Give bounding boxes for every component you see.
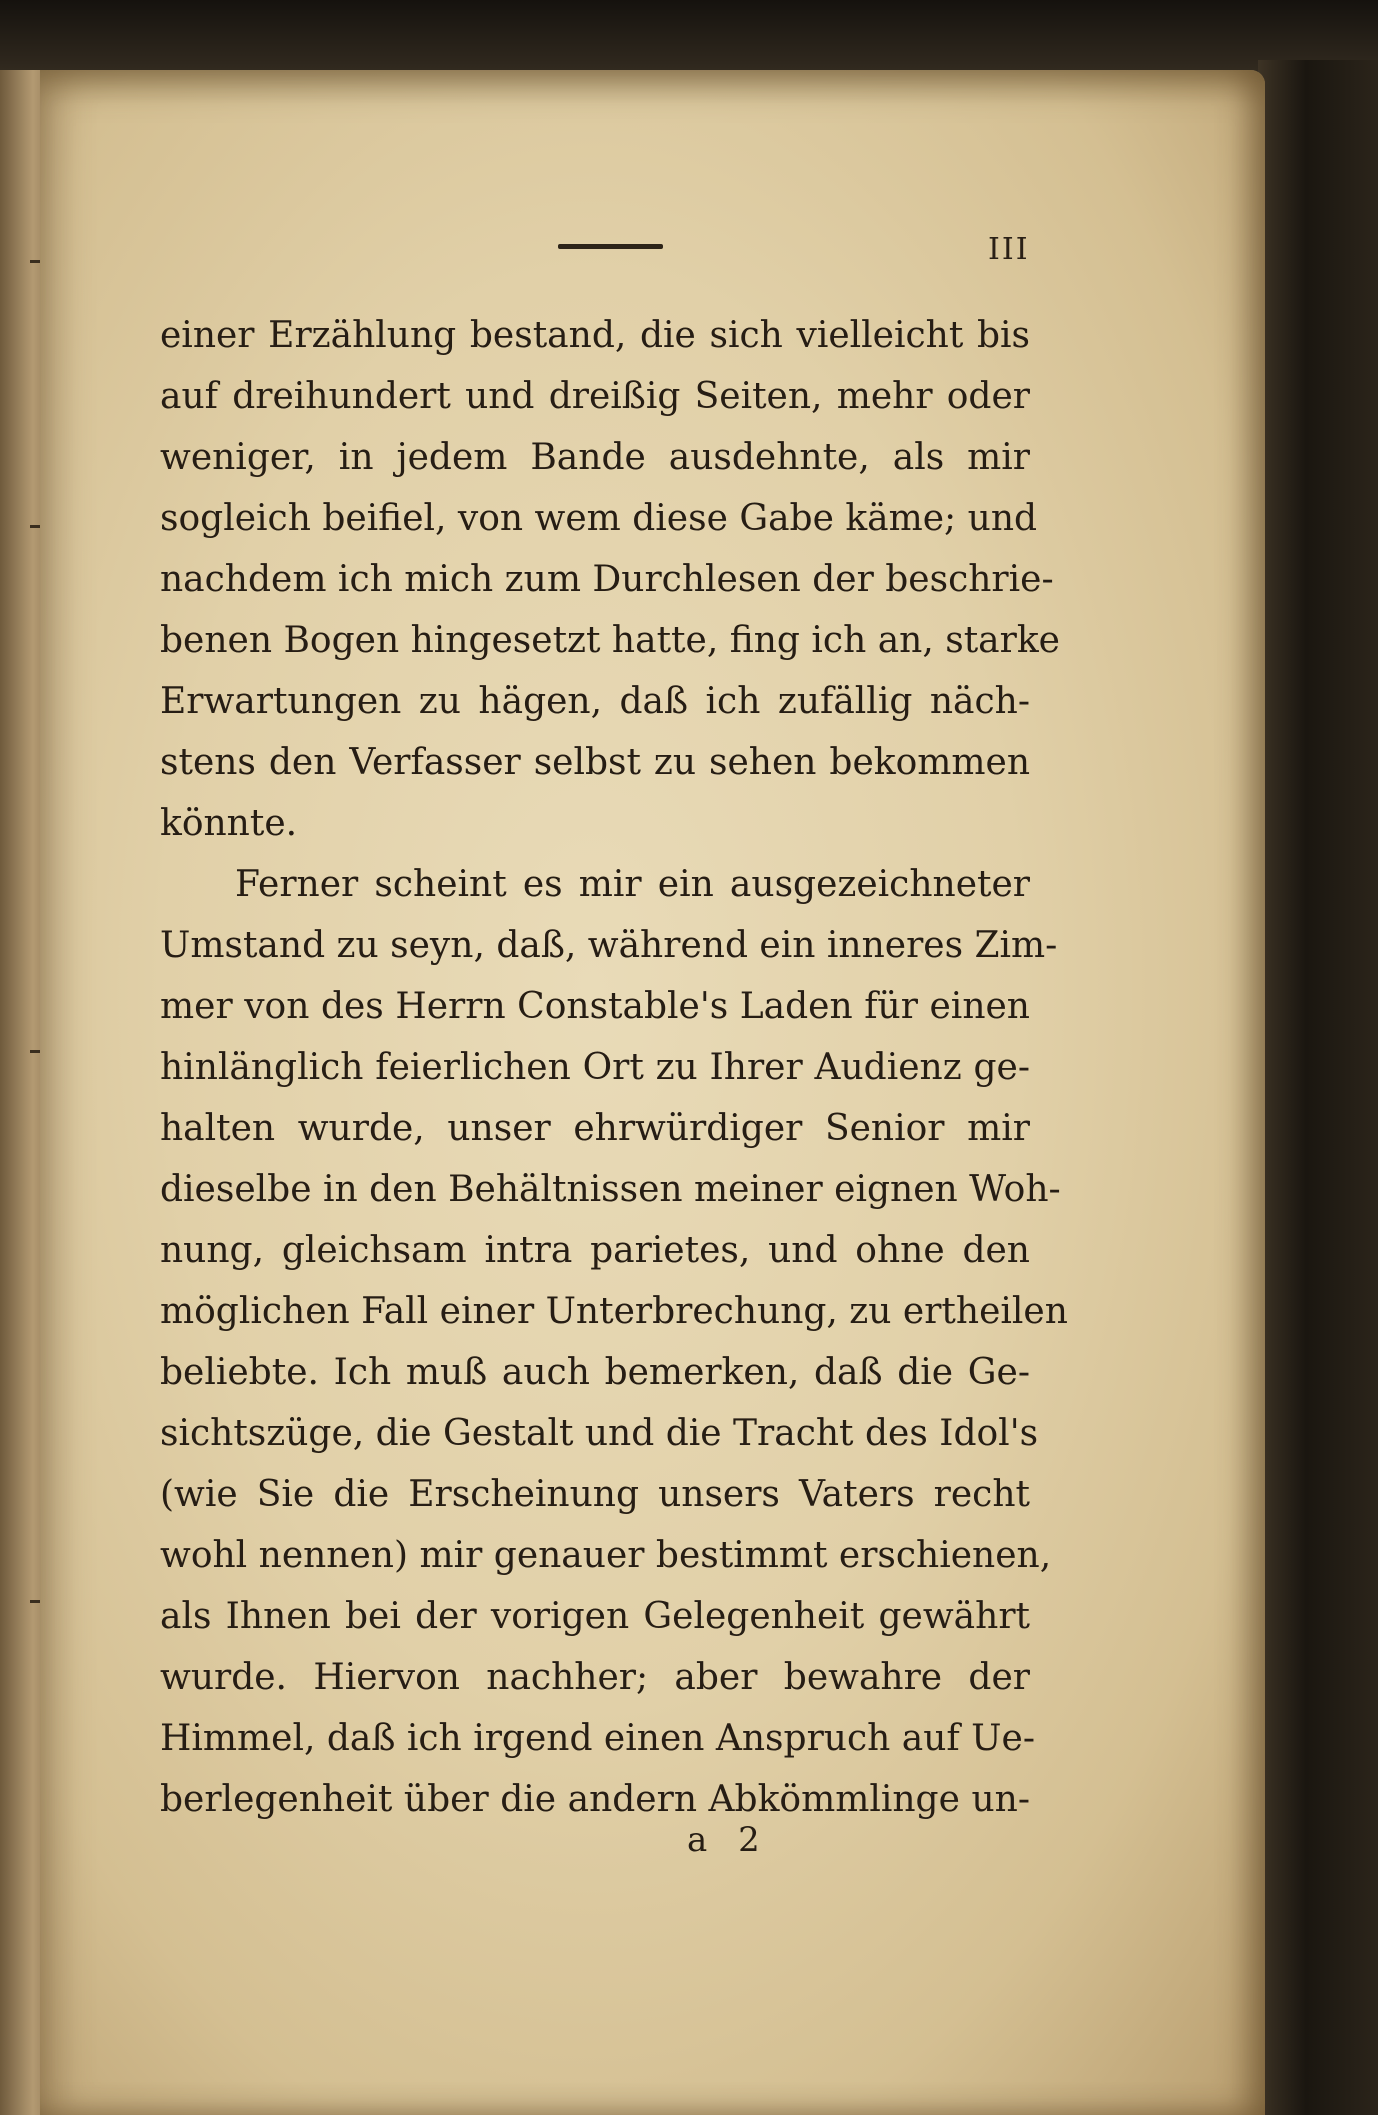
signature-mark: a 2 xyxy=(687,1820,770,1860)
text-line: wohl nennen) mir genauer bestimmt erschienen, xyxy=(160,1535,1052,1576)
text-line: benen Bogen hingesetzt hatte, fing ich an, starke xyxy=(160,620,1060,661)
text-line: beliebte. Ich muß auch bemerken, daß die Ge- xyxy=(160,1352,1030,1393)
text-line: einer Erzählung bestand, die sich vielleicht bis xyxy=(160,315,1030,356)
book-cover-right-edge xyxy=(1258,60,1378,2115)
text-line: hinlänglich feierlichen Ort zu Ihrer Audienz ge- xyxy=(160,1047,1030,1088)
text-line: halten wurde, unser ehrwürdiger Senior mir xyxy=(160,1108,1030,1149)
header-rule xyxy=(558,244,663,249)
text-line: Ferner scheint es mir ein ausgezeichneter xyxy=(235,864,1030,905)
page-body-text xyxy=(160,305,1068,1830)
text-line: Erwartungen zu hägen, daß ich zufällig näch- xyxy=(160,681,1030,722)
text-line: berlegenheit über die andern Abkömmlinge un- xyxy=(160,1779,1030,1820)
page-number: III xyxy=(988,232,1030,267)
text-line: Umstand zu seyn, daß, während ein inneres Zim- xyxy=(160,925,1058,966)
text-line: nachdem ich mich zum Durchlesen der beschrie- xyxy=(160,559,1054,600)
text-line: stens den Verfasser selbst zu sehen bekommen xyxy=(160,742,1030,783)
text-line: Himmel, daß ich irgend einen Anspruch auf Ue- xyxy=(160,1718,1035,1759)
text-line: nung, gleichsam intra parietes, und ohne den xyxy=(160,1230,1030,1271)
text-line: auf dreihundert und dreißig Seiten, mehr oder xyxy=(160,376,1030,417)
text-line: möglichen Fall einer Unterbrechung, zu ertheilen xyxy=(160,1291,1068,1332)
text-line: sichtszüge, die Gestalt und die Tracht des Idol's xyxy=(160,1413,1039,1454)
text-line: dieselbe in den Behältnissen meiner eignen Woh- xyxy=(160,1169,1061,1210)
text-line: könnte. xyxy=(160,803,298,844)
text-line: sogleich beifiel, von wem diese Gabe käme; und xyxy=(160,498,1038,539)
text-line: weniger, in jedem Bande ausdehnte, als mir xyxy=(160,437,1030,478)
text-line: als Ihnen bei der vorigen Gelegenheit gewährt xyxy=(160,1596,1030,1637)
text-line: wurde. Hiervon nachher; aber bewahre der xyxy=(160,1657,1030,1698)
text-line: mer von des Herrn Constable's Laden für einen xyxy=(160,986,1030,1027)
text-line: (wie Sie die Erscheinung unsers Vaters recht xyxy=(160,1474,1030,1515)
